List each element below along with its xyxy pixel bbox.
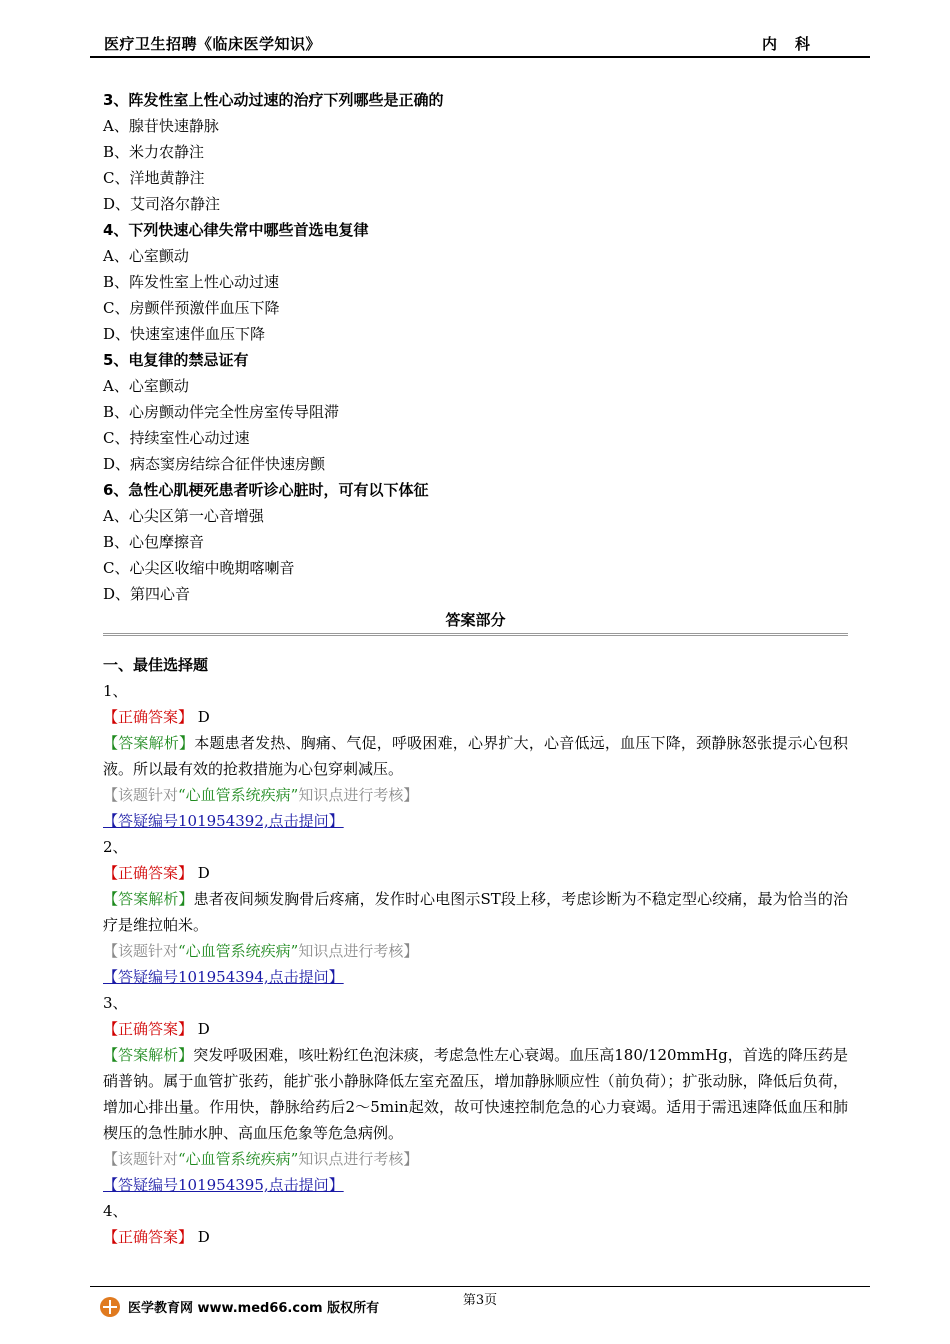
topic-prefix: 【该题针对 [103, 786, 179, 804]
page-number: 第3页 [462, 1293, 498, 1308]
answer-number: 3、 [103, 994, 128, 1012]
correct-answer-row [103, 704, 848, 730]
question-option: C、持续室性心动过速 [103, 429, 250, 447]
footer-brand: 医学教育网 www.med66.com 版权所有 [128, 1301, 380, 1316]
question-stem: 4、下列快速心律失常中哪些首选电复律 [103, 221, 369, 239]
question-option: C、房颤伴预激伴血压下降 [103, 299, 280, 317]
correct-answer-label: 【正确答案】 [103, 1020, 194, 1038]
question-option: D、快速室速伴血压下降 [103, 325, 266, 343]
topic-suffix: 知识点进行考核】 [298, 942, 419, 960]
analysis-text: 突发呼吸困难，咳吐粉红色泡沫痰，考虑急性左心衰竭。血压高180/120mmHg，首选的降压药是硝普钠。属于血管扩张药，能扩张小静脉降低左室充盈压，增加静脉顺应性（前负荷）；扩张动脉，降低后负荷，增加心排出量。作用快，静脉给药后2～5min起效，故可快速控制危急的心力衰竭。适用于需迅速降低血压和肺楔压的急性肺水肿、高血压危象等危急病例。 [103, 1046, 848, 1142]
question-option: A、腺苷快速静脉 [103, 117, 219, 135]
topic-name: “心血管系统疾病” [178, 942, 299, 960]
question-option: A、心室颤动 [103, 247, 189, 265]
question-option: C、心尖区收缩中晚期喀喇音 [103, 559, 295, 577]
correct-answer-value: D [197, 1228, 210, 1246]
correct-answer-label: 【正确答案】 [103, 708, 194, 726]
question-option: D、第四心音 [103, 585, 191, 603]
answer-subsection-title: 一、最佳选择题 [103, 656, 209, 674]
correct-answer-value: D [197, 1020, 210, 1038]
question-stem: 3、阵发性室上性心动过速的治疗下列哪些是正确的 [103, 91, 444, 109]
topic-note [103, 938, 848, 964]
analysis-label: 【答案解析】 [103, 1046, 194, 1064]
answer-number: 1、 [103, 682, 128, 700]
answer-section-heading: 答案部分 [103, 607, 848, 636]
topic-suffix: 知识点进行考核】 [298, 1150, 419, 1168]
topic-suffix: 知识点进行考核】 [298, 786, 419, 804]
question-option: A、心尖区第一心音增强 [103, 507, 264, 525]
topic-name: “心血管系统疾病” [178, 1150, 299, 1168]
answer-number: 2、 [103, 838, 128, 856]
correct-answer-row [103, 1224, 848, 1250]
question-option: B、心包摩擦音 [103, 533, 205, 551]
analysis-text: 患者夜间频发胸骨后疼痛，发作时心电图示ST段上移，考虑诊断为不稳定型心绞痛，最为恰当的治疗是维拉帕米。 [103, 890, 848, 934]
correct-answer-row [103, 860, 848, 886]
analysis-text: 本题患者发热、胸痛、气促，呼吸困难，心界扩大，心音低远，血压下降，颈静脉怒张提示心包积液。所以最有效的抢救措施为心包穿刺减压。 [103, 734, 848, 778]
question-link[interactable]: 【答疑编号101954395,点击提问】 [103, 1176, 344, 1194]
header-section: 内科 [761, 35, 828, 53]
page-header [90, 30, 870, 58]
analysis-label: 【答案解析】 [103, 734, 195, 752]
topic-note [103, 1146, 848, 1172]
correct-answer-value: D [197, 708, 210, 726]
question-option: B、心房颤动伴完全性房室传导阻滞 [103, 403, 340, 421]
topic-prefix: 【该题针对 [103, 942, 179, 960]
analysis-label: 【答案解析】 [103, 890, 194, 908]
question-option: B、米力农静注 [103, 143, 205, 161]
topic-prefix: 【该题针对 [103, 1150, 179, 1168]
correct-answer-value: D [197, 864, 210, 882]
question-stem: 6、急性心肌梗死患者听诊心脏时，可有以下体征 [103, 481, 429, 499]
answer-analysis [103, 1042, 848, 1146]
topic-name: “心血管系统疾病” [178, 786, 299, 804]
question-link[interactable]: 【答疑编号101954392,点击提问】 [103, 812, 344, 830]
page-content [103, 87, 848, 1250]
correct-answer-label: 【正确答案】 [103, 1228, 194, 1246]
question-option: D、病态窦房结综合征伴快速房颤 [103, 455, 326, 473]
question-option: A、心室颤动 [103, 377, 189, 395]
answer-analysis [103, 730, 848, 782]
topic-note [103, 782, 848, 808]
correct-answer-label: 【正确答案】 [103, 864, 194, 882]
header-title: 医疗卫生招聘《临床医学知识》 [104, 35, 322, 53]
answer-analysis [103, 886, 848, 938]
answer-number: 4、 [103, 1202, 128, 1220]
question-option: C、洋地黄静注 [103, 169, 205, 187]
question-option: B、阵发性室上性心动过速 [103, 273, 280, 291]
question-stem: 5、电复律的禁忌证有 [103, 351, 249, 369]
question-link[interactable]: 【答疑编号101954394,点击提问】 [103, 968, 344, 986]
correct-answer-row [103, 1016, 848, 1042]
page-footer [90, 1286, 870, 1327]
question-option: D、艾司洛尔静注 [103, 195, 221, 213]
